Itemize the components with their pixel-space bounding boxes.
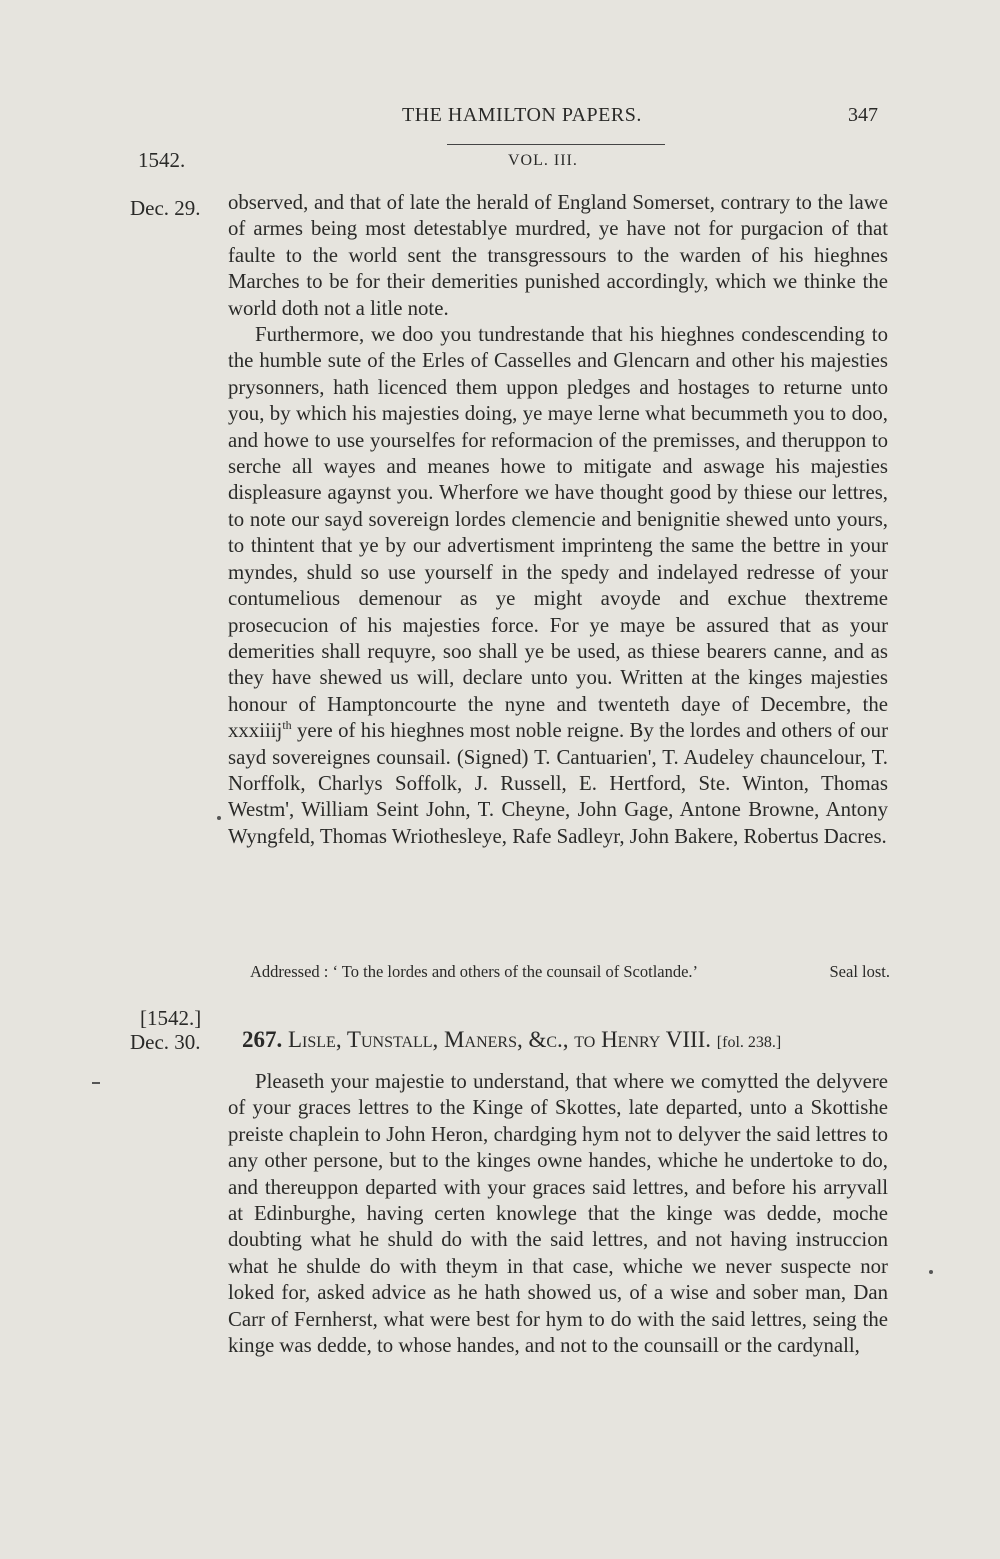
- entry-number: 267.: [242, 1027, 283, 1052]
- folio-reference: [fol. 238.]: [716, 1034, 782, 1051]
- header-rule: [447, 144, 665, 145]
- running-head: [0, 104, 1000, 136]
- page-number: 347: [848, 104, 878, 126]
- margin-year-bracket: [1542.]: [140, 1006, 202, 1030]
- letter-267-body: [228, 1069, 888, 1359]
- paragraph-text: Furthermore, we doo you tundrestande that his hieghnes condescending to the humble sute of the Erles of Casselles and Glencarn and other his majesties prysonners, hath licenced them uppon pledges and hostages to returne unto you, by which his majesties doing, ye maye lerne what becummeth you to doo, and howe to use yourselfes for reformacion of the premisses, and theruppon to serche all wayes and meanes howe to mitigate and aswage his majesties displeasure agaynst you. Wherfore we have thought good by thiese our lettres, to note our sayd sovereign lordes clemencie and benignitie shewed unto yours, to thintent that ye by our advertisment imprinteng the same the bettre in your myndes, shuld so use yourself in the spedy and indelayed redresse of your contumelious demenour as ye might avoyde and exchue thextreme prosecucion of his majesties force. For ye maye be assured that as your demerities shall requyre, soo shall ye be used, as thiese bearers canne, and as they have shewed us will, declare unto you. Written at the kinges majesties honour of Hamptoncourte the nyne and twenteth daye of Decembre, the xxxiiij: [228, 323, 888, 743]
- margin-year: 1542.: [138, 148, 186, 172]
- entry-heading-267: [242, 1027, 902, 1053]
- address-note: [250, 962, 890, 982]
- paragraph-text-end: yere of his hieghnes most noble reigne. By the lordes and others of our sayd sovereignes counsail. (Signed) T. Cantuarien', T. Audeley chauncelour, T. Norffolk, Charlys Soffolk, J. Russell, E. Hertford, Ste. Winton, Thomas Westm', William Seint John, T. Cheyne, John Gage, Antone Browne, Antony Wyngfeld, Thomas Wriothesleye, Rafe Sadleyr, John Bakere, Robertus Dacres.: [228, 719, 888, 848]
- volume-label: VOL. III.: [508, 152, 578, 169]
- entry-title-numeral: VIII.: [665, 1027, 712, 1052]
- stray-mark: [929, 1270, 933, 1274]
- paragraph: observed, and that of late the herald of England Somerset, contrary to the lawe of armes being most detestablye murdred, ye have not for purgacion of that faulte to the world sent the transgressours to the warden of his hieghnes Marches to be for their demerities punished accordingly, which we thinke the world doth not a litle note.: [228, 191, 888, 320]
- paragraph: Pleaseth your majestie to understand, that where we comytted the delyvere of your graces lettres to the Kinge of Skottes, late departed, unto a Skottishe preiste chaplein to John Heron, chardging hym not to delyver the said lettres to any other persone, but to the kinges owne handes, whiche he undertoke to do, and thereuppon departed with your graces said lettres, and before his arryvall at Edinburghe, having certen knowlege that the kinge was dedde, moche doubting what he shuld do with the said lettres, and not having instruccion what he shulde do with theym in that case, whiche we never suspecte nor loked for, asked advice as he hath showed us, of a wise and sober man, Dan Carr of Fernherst, what were best for hym to do with the said lettres, seing the kinge was dedde, to whose handes, and not to the counsaill or the cardynall,: [228, 1070, 888, 1358]
- regnal-superscript: th: [282, 718, 292, 733]
- paragraph: [228, 322, 888, 850]
- stray-mark: [217, 816, 221, 820]
- stray-mark: [92, 1082, 100, 1084]
- margin-date-dec-29: Dec. 29.: [130, 196, 201, 220]
- entry-title: Lisle, Tunstall, Maners, &c., to Henry: [288, 1027, 661, 1052]
- addressed-line: Addressed : ‘ To the lordes and others of the counsail of Scotlande.’: [250, 962, 699, 981]
- letter-266-body: [228, 190, 888, 850]
- seal-note: Seal lost.: [829, 962, 890, 981]
- running-title: THE HAMILTON PAPERS.: [402, 104, 642, 126]
- margin-date-dec-30: Dec. 30.: [130, 1030, 201, 1054]
